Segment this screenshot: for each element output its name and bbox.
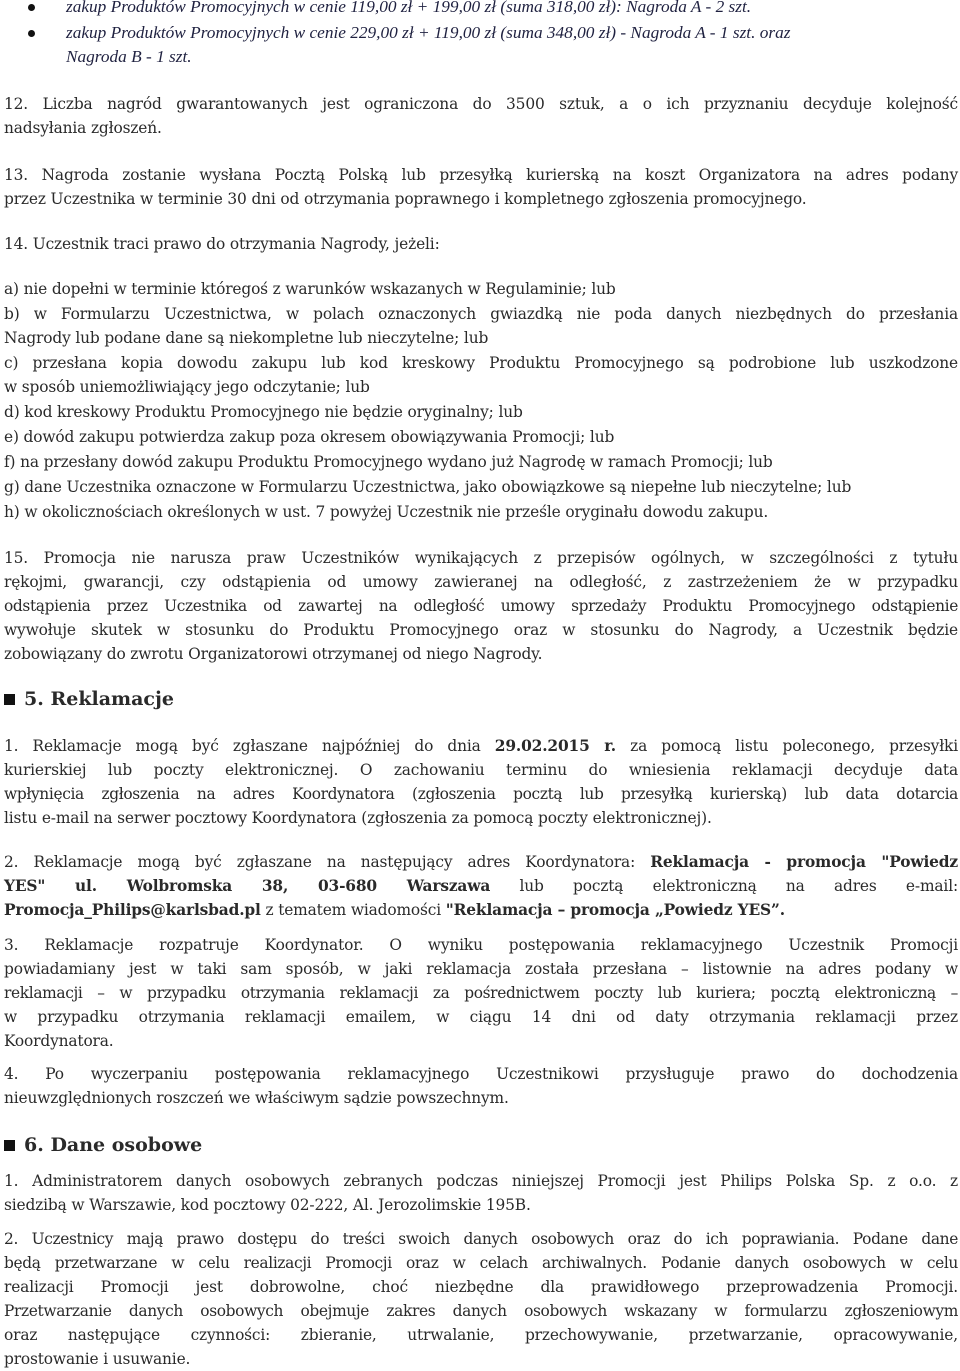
paragraph-line: 2. Uczestnicy mają prawo dostępu do treści swoich danych osobowych oraz do ich poprawiania. Podane dane	[4, 1230, 958, 1248]
paragraph-line: 14. Uczestnik traci prawo do otrzymania Nagrody, jeżeli:	[4, 235, 440, 253]
condition-a: a) nie dopełni w terminie któregoś z warunków wskazanych w Regulaminie; lub	[4, 280, 616, 298]
complaint-4	[4, 1062, 958, 1110]
paragraph-line: Koordynatora.	[4, 1032, 114, 1050]
paragraph-line: przez Uczestnika w terminie 30 dni od otrzymania poprawnego i kompletnego zgłoszenia promocyjnego.	[4, 190, 807, 208]
paragraph-line: 13. Nagroda zostanie wysłana Pocztą Polską lub przesyłką kurierską na koszt Organizatora na adres podany	[4, 166, 958, 184]
prize-bullet-list	[4, 0, 958, 69]
paragraph-line	[4, 734, 958, 758]
document-page	[4, 0, 958, 1368]
paragraph-line: kurierskiej lub poczty elektronicznej. O zachowaniu terminu do wniesienia reklamacji decyduje data	[4, 761, 958, 779]
paragraph-line: reklamacji – w przypadku otrzymania reklamacji za pośrednictwem poczty lub kuriera; pocztą elektroniczną –	[4, 984, 958, 1002]
paragraph-line: 3. Reklamacje rozpatruje Koordynator. O wyniku postępowania reklamacyjnego Uczestnik Promocji	[4, 936, 958, 954]
text-span: z tematem wiadomości	[260, 901, 446, 919]
text-span: 1. Reklamacje mogą być zgłaszane najpóźniej do dnia	[4, 737, 495, 755]
text-span: za pomocą listu poleconego, przesyłki	[616, 737, 958, 755]
paragraph-line: będą przetwarzane w celu realizacji Promocji oraz w celach archiwalnych. Podanie danych osobowych w celu	[4, 1254, 958, 1272]
paragraph-line: wywołuje skutek w stosunku do Produktu Promocyjnego oraz w stosunku do Nagrody, a Uczestnik będzie	[4, 621, 958, 639]
paragraph-line: w przypadku otrzymania reklamacji emailem, w ciągu 14 dni od daty otrzymania reklamacji przez	[4, 1008, 958, 1026]
bullet-dot-icon	[28, 4, 35, 11]
bullet-text: Nagroda B - 1 szt.	[66, 47, 192, 66]
paragraph-line	[4, 874, 958, 898]
section-title: 5. Reklamacje	[24, 688, 174, 710]
paragraph-line: powiadamiany jest w taki sam sposób, w jaki reklamacja została przesłana – listownie na adres podany w	[4, 960, 958, 978]
text-span: lub pocztą elektroniczną na adres e-mail:	[490, 877, 958, 895]
bullet-text: zakup Produktów Promocyjnych w cenie 119,00 zł + 199,00 zł (suma 318,00 zł): Nagroda A - 2 szt.	[66, 0, 752, 16]
paragraph-line: prostowanie i usuwanie.	[4, 1350, 191, 1368]
paragraph-14-conditions	[4, 277, 958, 524]
paragraph-line: nadsyłania zgłoszeń.	[4, 119, 162, 137]
condition-g: g) dane Uczestnika oznaczone w Formularzu Uczestnictwa, jako obowiązkowe są niepełne lub nieczytelne; lub	[4, 478, 852, 496]
coordinator-address: YES" ul. Wolbromska 38, 03-680 Warszawa	[4, 877, 491, 895]
complaint-email: Promocja_Philips@karlsbad.pl	[4, 901, 261, 919]
personal-data-2	[4, 1227, 958, 1371]
bullet-item	[4, 0, 958, 19]
paragraph-line: 4. Po wyczerpaniu postępowania reklamacyjnego Uczestnikowi przysługuje prawo do dochodzenia	[4, 1065, 958, 1083]
paragraph-line: 15. Promocja nie narusza praw Uczestników wynikających z przepisów ogólnych, w szczególności z tytułu	[4, 549, 958, 567]
paragraph-line: Przetwarzanie danych osobowych obejmuje zakres danych osobowych wskazany w formularzu zgłoszeniowym	[4, 1302, 958, 1320]
paragraph-14	[4, 232, 958, 256]
paragraph-15	[4, 546, 958, 666]
heading-bullet-icon	[4, 1140, 15, 1151]
bullet-text: zakup Produktów Promocyjnych w cenie 229,00 zł + 119,00 zł (suma 348,00 zł) - Nagroda A - 1 szt. oraz	[66, 23, 791, 42]
complaint-subject: "Reklamacja – promocja „Powiedz YES”.	[445, 901, 785, 919]
paragraph-line: wpłynięcia zgłoszenia na adres Koordynatora (zgłoszenia pocztą lub przesyłką kurierską) lub data dotarcia	[4, 785, 958, 803]
paragraph-line: realizacji Promocji jest dobrowolne, choć niezbędne dla prawidłowego przeprowadzenia Promocji.	[4, 1278, 958, 1296]
section-6-heading	[4, 1132, 202, 1158]
condition-f: f) na przesłany dowód zakupu Produktu Promocyjnego wydano już Nagrodę w ramach Promocji; lub	[4, 453, 773, 471]
coordinator-address: Reklamacja - promocja "Powiedz	[650, 853, 958, 871]
paragraph-12	[4, 92, 958, 140]
bullet-dot-icon	[28, 30, 35, 37]
condition-b: b) w Formularzu Uczestnictwa, w polach oznaczonych gwiazdką nie poda danych niezbędnych do przesłania	[4, 305, 958, 323]
complaint-2	[4, 850, 958, 922]
section-title: 6. Dane osobowe	[24, 1134, 203, 1156]
paragraph-line: zobowiązany do zwrotu Organizatorowi otrzymanej od niego Nagrody.	[4, 645, 543, 663]
paragraph-line: odstąpienia przez Uczestnika od zawartej na odległość umowy sprzedaży Produktu Promocyjnego odstąpienie	[4, 597, 958, 615]
paragraph-line: 1. Administratorem danych osobowych zebranych podczas niniejszej Promocji jest Philips Polska Sp. z o.o. z	[4, 1172, 958, 1190]
heading-bullet-icon	[4, 694, 15, 705]
paragraph-line: oraz następujące czynności: zbieranie, utrwalanie, przechowywanie, przetwarzanie, opracowywanie,	[4, 1326, 958, 1344]
paragraph-line: siedzibą w Warszawie, kod pocztowy 02-222, Al. Jerozolimskie 195B.	[4, 1196, 531, 1214]
paragraph-line	[4, 898, 958, 922]
condition-c-cont: w sposób uniemożliwiający jego odczytanie; lub	[4, 378, 370, 396]
paragraph-line: 12. Liczba nagród gwarantowanych jest ograniczona do 3500 sztuk, a o ich przyznaniu decyduje kolejność	[4, 95, 958, 113]
paragraph-line: rękojmi, gwarancji, czy odstąpienia od umowy zawieranej na odległość, z zastrzeżeniem że w przypadku	[4, 573, 958, 591]
condition-b-cont: Nagrody lub podane dane są niekompletne lub nieczytelne; lub	[4, 329, 489, 347]
personal-data-1	[4, 1169, 958, 1217]
condition-e: e) dowód zakupu potwierdza zakup poza okresem obowiązywania Promocji; lub	[4, 428, 615, 446]
text-span: 2. Reklamacje mogą być zgłaszane na następujący adres Koordynatora:	[4, 853, 651, 871]
condition-d: d) kod kreskowy Produktu Promocyjnego nie będzie oryginalny; lub	[4, 403, 523, 421]
paragraph-13	[4, 163, 958, 211]
section-5-heading	[4, 686, 174, 712]
condition-c: c) przesłana kopia dowodu zakupu lub kod kreskowy Produktu Promocyjnego są podrobione lub uszkodzone	[4, 354, 958, 372]
paragraph-line: nieuwzględnionych roszczeń we właściwym sądzie powszechnym.	[4, 1089, 509, 1107]
paragraph-line: listu e-mail na serwer pocztowy Koordynatora (zgłoszenia za pomocą poczty elektronicznej).	[4, 809, 712, 827]
paragraph-line	[4, 850, 958, 874]
bullet-item	[4, 21, 958, 69]
condition-h: h) w okolicznościach określonych w ust. 7 powyżej Uczestnik nie prześle oryginału dowodu zakupu.	[4, 503, 769, 521]
complaint-1	[4, 734, 958, 830]
complaint-3	[4, 933, 958, 1053]
complaint-deadline: 29.02.2015 r.	[494, 737, 617, 755]
